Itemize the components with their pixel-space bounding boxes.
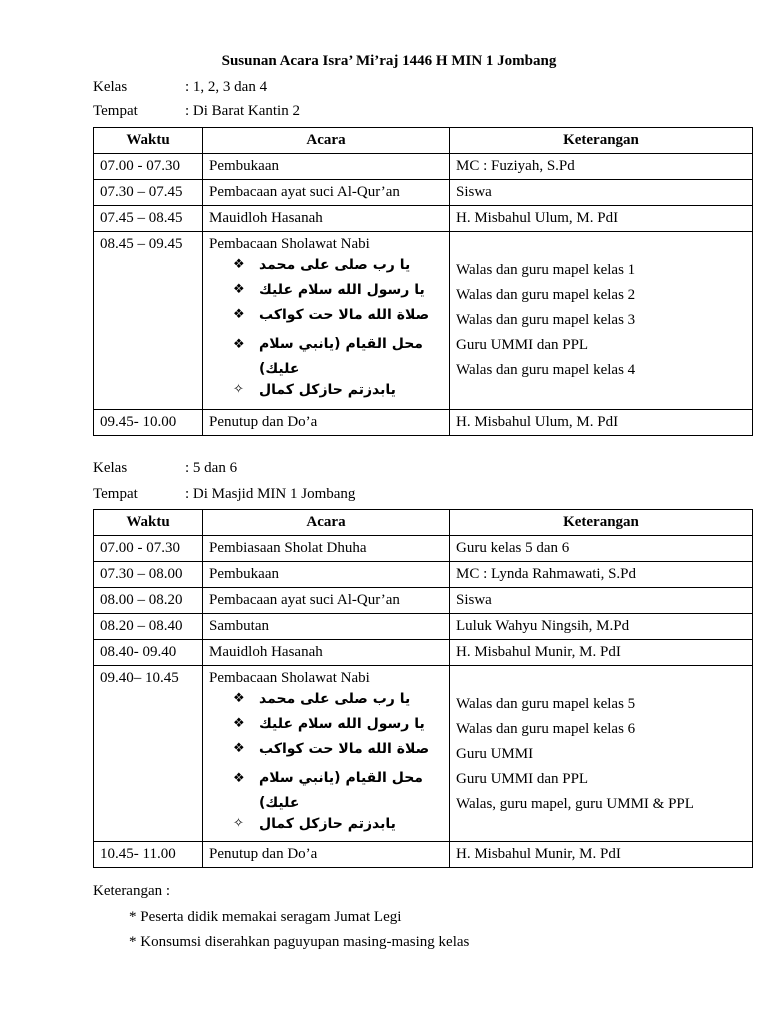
cell-waktu: 09.45- 10.00: [94, 410, 203, 436]
list-item: [209, 282, 443, 307]
list-item: [209, 257, 443, 282]
list-item: Walas dan guru mapel kelas 6: [456, 721, 636, 737]
diamond-bullet-icon: ❖: [233, 257, 245, 272]
cell-waktu: 07.00 - 07.30: [94, 536, 203, 562]
cell-waktu: 07.30 – 07.45: [94, 180, 203, 206]
sholawat-text: محل القيام (يانبي سلام عليك): [259, 770, 423, 811]
cell-keterangan-sholawat: [450, 666, 753, 842]
kelas-label: Kelas: [93, 460, 128, 476]
cell-waktu: 08.45 – 09.45: [94, 232, 203, 410]
cell-acara-sholawat: [203, 232, 450, 410]
list-item: Walas dan guru mapel kelas 2: [456, 287, 636, 303]
cell-keterangan-sholawat: [450, 232, 753, 410]
sholawat-text: يا رب صلى على محمد: [259, 691, 411, 707]
table-row-sholawat: [94, 666, 753, 842]
cell-keterangan: H. Misbahul Ulum, M. PdI: [450, 206, 753, 232]
diamond-bullet-icon: ❖: [233, 771, 245, 786]
list-item: Guru UMMI dan PPL: [456, 337, 589, 353]
cell-acara: Sambutan: [203, 614, 450, 640]
sholawat-heading: Pembacaan Sholawat Nabi: [209, 236, 370, 252]
cell-keterangan: MC : Lynda Rahmawati, S.Pd: [450, 562, 753, 588]
diamond-bullet-icon: ❖: [233, 741, 245, 756]
notes-section: [93, 882, 470, 950]
table-header-row: [94, 510, 753, 536]
list-item: [209, 332, 445, 382]
schedule-table-1: [93, 127, 753, 436]
cell-acara: Penutup dan Do’a: [203, 410, 450, 436]
cell-keterangan: Siswa: [450, 180, 753, 206]
cell-waktu: 07.00 - 07.30: [94, 154, 203, 180]
cell-waktu: 07.45 – 08.45: [94, 206, 203, 232]
cell-keterangan: Guru kelas 5 dan 6: [450, 536, 753, 562]
list-item: [209, 307, 443, 332]
list-item: Walas dan guru mapel kelas 4: [456, 362, 636, 378]
cell-acara-sholawat: [203, 666, 450, 842]
cell-acara: Mauidloh Hasanah: [203, 206, 450, 232]
cell-waktu: 08.20 – 08.40: [94, 614, 203, 640]
header-acara: Acara: [203, 510, 450, 536]
table-row: [94, 180, 753, 206]
cell-acara: Pembiasaan Sholat Dhuha: [203, 536, 450, 562]
list-item: [209, 716, 443, 741]
cell-waktu: 08.40- 09.40: [94, 640, 203, 666]
cell-keterangan: Luluk Wahyu Ningsih, M.Pd: [450, 614, 753, 640]
cell-waktu: 10.45- 11.00: [94, 842, 203, 868]
cell-keterangan: H. Misbahul Munir, M. PdI: [450, 842, 753, 868]
cell-acara: Pembacaan ayat suci Al-Qur’an: [203, 588, 450, 614]
table-row: [94, 536, 753, 562]
list-item: Walas dan guru mapel kelas 1: [456, 262, 636, 278]
table-row: [94, 410, 753, 436]
list-item: Guru UMMI dan PPL: [456, 771, 589, 787]
sholawat-list: [209, 257, 443, 407]
schedule-table-2: [93, 509, 753, 868]
tempat-value: : Di Masjid MIN 1 Jombang: [185, 486, 356, 502]
outline-diamond-bullet-icon: ✧: [233, 816, 244, 831]
header-keterangan: Keterangan: [450, 510, 753, 536]
list-item: [209, 816, 443, 841]
sholawat-heading: Pembacaan Sholawat Nabi: [209, 670, 370, 686]
note-item: * Konsumsi diserahkan paguyupan masing-masing kelas: [129, 934, 470, 950]
list-item: Walas dan guru mapel kelas 5: [456, 696, 636, 712]
sholawat-text: يابدزتم حازكل كمال: [259, 816, 396, 832]
sholawat-text: صلاة الله مالا حت كواكب: [259, 307, 430, 323]
cell-keterangan: Siswa: [450, 588, 753, 614]
table-row: [94, 640, 753, 666]
keterangan-list: [456, 695, 746, 820]
cell-keterangan: MC : Fuziyah, S.Pd: [450, 154, 753, 180]
sholawat-text: يابدزتم حازكل كمال: [259, 382, 396, 398]
cell-waktu: 09.40– 10.45: [94, 666, 203, 842]
tempat-label: Tempat: [93, 486, 138, 502]
notes-title: Keterangan :: [93, 883, 171, 899]
header-acara: Acara: [203, 128, 450, 154]
note-item: * Peserta didik memakai seragam Jumat Legi: [129, 909, 402, 925]
cell-waktu: 07.30 – 08.00: [94, 562, 203, 588]
document-title: Susunan Acara Isra’ Mi’raj 1446 H MIN 1 Jombang: [221, 53, 557, 69]
cell-keterangan: H. Misbahul Munir, M. PdI: [450, 640, 753, 666]
table-row: [94, 154, 753, 180]
sholawat-text: يا رب صلى على محمد: [259, 257, 411, 273]
cell-keterangan: H. Misbahul Ulum, M. PdI: [450, 410, 753, 436]
table-row: [94, 562, 753, 588]
tempat-value: : Di Barat Kantin 2: [185, 103, 300, 119]
diamond-bullet-icon: ❖: [233, 282, 245, 297]
header-waktu: Waktu: [94, 510, 203, 536]
list-item: [209, 691, 443, 716]
list-item: Guru UMMI: [456, 746, 534, 762]
kelas-value: : 1, 2, 3 dan 4: [185, 79, 268, 95]
header-waktu: Waktu: [94, 128, 203, 154]
list-item: [209, 741, 443, 766]
tempat-label: Tempat: [93, 103, 138, 119]
header-keterangan: Keterangan: [450, 128, 753, 154]
diamond-bullet-icon: ❖: [233, 716, 245, 731]
sholawat-text: محل القيام (يانبي سلام عليك): [259, 336, 423, 377]
diamond-bullet-icon: ❖: [233, 691, 245, 706]
table-row-sholawat: [94, 232, 753, 410]
list-item: Walas, guru mapel, guru UMMI & PPL: [456, 796, 694, 812]
table-row: [94, 614, 753, 640]
sholawat-list: [209, 691, 443, 841]
cell-waktu: 08.00 – 08.20: [94, 588, 203, 614]
kelas-value: : 5 dan 6: [185, 460, 238, 476]
kelas-label: Kelas: [93, 79, 128, 95]
sholawat-text: يا رسول الله سلام عليك: [259, 282, 425, 298]
diamond-bullet-icon: ❖: [233, 307, 245, 322]
diamond-bullet-icon: ❖: [233, 337, 245, 352]
cell-acara: Mauidloh Hasanah: [203, 640, 450, 666]
sholawat-text: صلاة الله مالا حت كواكب: [259, 741, 430, 757]
table-header-row: [94, 128, 753, 154]
table-row: [94, 206, 753, 232]
cell-acara: Pembacaan ayat suci Al-Qur’an: [203, 180, 450, 206]
cell-acara: Penutup dan Do’a: [203, 842, 450, 868]
keterangan-list: [456, 261, 746, 386]
table-row: [94, 842, 753, 868]
list-item: Walas dan guru mapel kelas 3: [456, 312, 636, 328]
list-item: [209, 766, 445, 816]
cell-acara: Pembukaan: [203, 562, 450, 588]
list-item: [209, 382, 443, 407]
table-row: [94, 588, 753, 614]
sholawat-text: يا رسول الله سلام عليك: [259, 716, 425, 732]
cell-acara: Pembukaan: [203, 154, 450, 180]
outline-diamond-bullet-icon: ✧: [233, 382, 244, 397]
